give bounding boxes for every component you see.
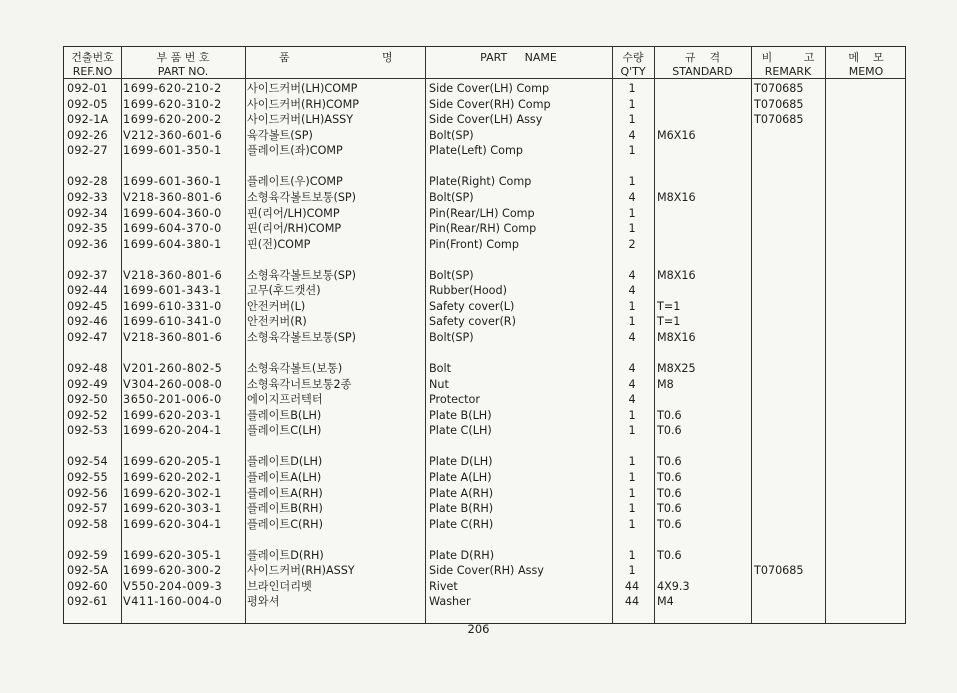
part-no-cell: 1699-620-305-1 <box>123 548 222 562</box>
quantity-cell: 4 <box>628 377 636 391</box>
quantity-cell: 1 <box>628 113 636 127</box>
quantity-cell: 2 <box>628 237 636 251</box>
header-memo-en: MEMO <box>848 65 884 78</box>
quantity-cell: 1 <box>628 175 636 189</box>
ref-no-cell: 092-54 <box>67 455 108 469</box>
standard-cell: M8X16 <box>657 268 696 282</box>
part-no-cell: 1699-620-300-2 <box>123 564 222 578</box>
header-ref-kr: 건출번호 <box>71 51 114 64</box>
korean-name-cell: 플레이트(우)COMP <box>247 175 343 189</box>
korean-name-cell: 소형육각볼트보통(SP) <box>247 268 357 282</box>
standard-cell: T0.6 <box>657 424 682 438</box>
part-name-cell: Plate B(LH) <box>429 408 492 422</box>
korean-name-cell: 고무(후드캣션) <box>247 284 321 298</box>
korean-name-cell: 플레이트D(RH) <box>247 548 324 562</box>
part-name-cell: Safety cover(L) <box>429 299 515 313</box>
quantity-cell: 4 <box>628 284 636 298</box>
part-no-cell: V218-360-801-6 <box>123 330 223 344</box>
standard-cell: 4X9.3 <box>657 579 690 593</box>
quantity-cell: 44 <box>624 595 640 609</box>
korean-name-cell: 육각볼트(SP) <box>247 128 313 142</box>
table-row <box>64 517 905 532</box>
part-name-cell: Plate B(RH) <box>429 502 494 516</box>
ref-no-cell: 092-61 <box>67 595 108 609</box>
part-no-cell: V218-360-801-6 <box>123 268 223 282</box>
header-standard-kr: 규 격 <box>684 51 721 64</box>
header-ref-en: REF.NO <box>72 65 113 78</box>
quantity-cell: 1 <box>628 206 636 220</box>
remark-cell: T070685 <box>754 113 804 127</box>
quantity-cell: 4 <box>628 362 636 376</box>
part-name-cell: Pin(Rear/RH) Comp <box>429 222 537 235</box>
korean-name-cell: 소형육각볼트보통(SP) <box>247 190 357 204</box>
table-row <box>64 579 905 594</box>
quantity-cell: 1 <box>628 222 636 235</box>
header-part-kr: 부 품 번 호 <box>156 51 210 64</box>
part-name-cell: Plate D(RH) <box>429 548 495 562</box>
table-row <box>64 314 905 329</box>
part-name-cell: Side Cover(LH) Assy <box>429 113 543 127</box>
ref-no-cell: 092-28 <box>67 175 108 189</box>
part-name-cell: Rubber(Hood) <box>429 284 507 298</box>
korean-name-cell: 플레이트B(LH) <box>247 408 322 422</box>
quantity-cell: 4 <box>628 190 636 204</box>
ref-no-cell: 092-59 <box>67 548 108 562</box>
ref-no-cell: 092-52 <box>67 408 108 422</box>
standard-cell: M8 <box>657 377 674 391</box>
standard-cell: T=1 <box>657 299 681 313</box>
ref-no-cell: 092-53 <box>67 424 108 438</box>
ref-no-cell: 092-34 <box>67 206 108 220</box>
part-no-cell: 1699-601-360-1 <box>123 175 222 189</box>
table-row <box>64 206 905 221</box>
quantity-cell: 4 <box>628 330 636 344</box>
part-no-cell: 1699-601-350-1 <box>123 144 222 158</box>
table-row <box>64 486 905 501</box>
part-no-cell: V411-160-004-0 <box>123 595 223 609</box>
part-name-cell: Rivet <box>429 579 458 593</box>
korean-name-cell: 안전커버(L) <box>247 299 306 313</box>
parts-list-table <box>63 46 906 624</box>
part-no-cell: 1699-610-331-0 <box>123 299 222 313</box>
header-standard-en: STANDARD <box>672 65 733 78</box>
standard-cell: T0.6 <box>657 408 682 422</box>
part-name-cell: Pin(Rear/LH) Comp <box>429 206 535 220</box>
ref-no-cell: 092-36 <box>67 237 108 251</box>
header-part-en: PART NO. <box>157 65 209 78</box>
part-name-cell: Bolt(SP) <box>429 268 474 282</box>
ref-no-cell: 092-55 <box>67 470 108 484</box>
part-name-cell: Safety cover(R) <box>429 315 516 329</box>
ref-no-cell: 092-56 <box>67 486 108 500</box>
remark-cell: T070685 <box>754 97 804 111</box>
part-name-cell: Pin(Front) Comp <box>429 237 519 251</box>
table-row <box>64 454 905 469</box>
korean-name-cell: 플레이트B(RH) <box>247 502 323 516</box>
part-name-cell: Bolt <box>429 362 452 376</box>
quantity-cell: 1 <box>628 486 636 500</box>
korean-name-cell: 브라인더리벳 <box>247 579 312 593</box>
ref-no-cell: 092-44 <box>67 284 108 298</box>
part-no-cell: 3650-201-006-0 <box>123 393 222 407</box>
ref-no-cell: 092-57 <box>67 502 108 516</box>
standard-cell: T0.6 <box>657 455 682 469</box>
part-no-cell: 1699-620-210-2 <box>123 82 222 95</box>
quantity-cell: 1 <box>628 502 636 516</box>
page-number: 206 <box>467 622 490 636</box>
quantity-cell: 4 <box>628 268 636 282</box>
part-no-cell: 1699-610-341-0 <box>123 315 222 329</box>
part-name-cell: Bolt(SP) <box>429 190 474 204</box>
part-no-cell: 1699-604-380-1 <box>123 237 222 251</box>
quantity-cell: 1 <box>628 315 636 329</box>
quantity-cell: 44 <box>624 579 640 593</box>
part-name-cell: Nut <box>429 377 449 391</box>
standard-cell: T0.6 <box>657 548 682 562</box>
ref-no-cell: 092-46 <box>67 315 108 329</box>
table-row <box>64 97 905 112</box>
remark-cell: T070685 <box>754 82 804 95</box>
table-row <box>64 268 905 283</box>
part-no-cell: 1699-620-200-2 <box>123 113 222 127</box>
part-name-cell: Protector <box>429 393 480 407</box>
part-name-cell: Washer <box>429 595 471 609</box>
korean-name-cell: 플레이트A(LH) <box>247 470 322 484</box>
ref-no-cell: 092-33 <box>67 190 108 204</box>
ref-no-cell: 092-49 <box>67 377 108 391</box>
header-qty-en: Q'TY <box>620 65 646 78</box>
part-name-cell: Bolt(SP) <box>429 128 474 142</box>
header-qty-kr: 수량 <box>622 51 644 64</box>
quantity-cell: 1 <box>628 408 636 422</box>
table-row <box>64 174 905 189</box>
part-no-cell: 1699-620-203-1 <box>123 408 222 422</box>
part-name-cell: Plate C(LH) <box>429 424 492 438</box>
header-remark-en: REMARK <box>764 65 812 78</box>
table-row <box>64 548 905 563</box>
part-no-cell: 1699-620-202-1 <box>123 470 222 484</box>
part-no-cell: V550-204-009-3 <box>123 579 223 593</box>
header-kname-right: 명 <box>382 51 393 64</box>
part-name-cell: Plate(Left) Comp <box>429 144 523 158</box>
table-row <box>64 361 905 376</box>
part-name-cell: Plate A(LH) <box>429 470 492 484</box>
korean-name-cell: 플레이트A(RH) <box>247 486 323 500</box>
part-no-cell: 1699-601-343-1 <box>123 284 222 298</box>
header-divider <box>64 78 905 79</box>
korean-name-cell: 소형육각볼트(보통) <box>247 362 343 376</box>
ref-no-cell: 092-48 <box>67 362 108 376</box>
korean-name-cell: 평와셔 <box>247 595 280 609</box>
table-row <box>64 563 905 578</box>
part-no-cell: 1699-604-370-0 <box>123 222 222 235</box>
header-kname-left: 품 <box>279 51 290 64</box>
part-no-cell: 1699-620-304-1 <box>123 517 222 531</box>
table-row <box>64 501 905 516</box>
ref-no-cell: 092-45 <box>67 299 108 313</box>
standard-cell: T=1 <box>657 315 681 329</box>
quantity-cell: 1 <box>628 455 636 469</box>
standard-cell: M8X25 <box>657 362 696 376</box>
part-no-cell: V201-260-802-5 <box>123 362 223 376</box>
korean-name-cell: 안전커버(R) <box>247 315 307 329</box>
part-name-cell: Plate C(RH) <box>429 517 494 531</box>
table-row <box>64 112 905 127</box>
part-name-cell: Plate(Right) Comp <box>429 175 532 189</box>
header-part-name: PART NAME <box>480 51 557 64</box>
table-row <box>64 330 905 345</box>
korean-name-cell: 플레이트C(RH) <box>247 517 323 531</box>
standard-cell: T0.6 <box>657 470 682 484</box>
table-row <box>64 237 905 252</box>
korean-name-cell: 사이드커버(RH)ASSY <box>247 564 355 578</box>
korean-name-cell: 플레이트D(LH) <box>247 455 323 469</box>
korean-name-cell: 사이드커버(RH)COMP <box>247 97 359 111</box>
part-name-cell: Plate D(LH) <box>429 455 493 469</box>
quantity-cell: 1 <box>628 299 636 313</box>
table-row <box>64 283 905 298</box>
ref-no-cell: 092-58 <box>67 517 108 531</box>
korean-name-cell: 사이드커버(LH)ASSY <box>247 113 354 127</box>
ref-no-cell: 092-26 <box>67 128 108 142</box>
standard-cell: M6X16 <box>657 128 696 142</box>
table-row <box>64 392 905 407</box>
part-no-cell: V212-360-601-6 <box>123 128 223 142</box>
part-no-cell: V304-260-008-0 <box>123 377 223 391</box>
table-row <box>64 408 905 423</box>
table-row <box>64 143 905 158</box>
quantity-cell: 1 <box>628 97 636 111</box>
part-no-cell: 1699-620-204-1 <box>123 424 222 438</box>
quantity-cell: 1 <box>628 564 636 578</box>
table-row <box>64 81 905 96</box>
part-no-cell: 1699-620-310-2 <box>123 97 222 111</box>
ref-no-cell: 092-37 <box>67 268 108 282</box>
part-name-cell: Plate A(RH) <box>429 486 494 500</box>
korean-name-cell: 핀(리어/LH)COMP <box>247 206 340 220</box>
part-no-cell: 1699-620-302-1 <box>123 486 222 500</box>
quantity-cell: 1 <box>628 424 636 438</box>
table-row <box>64 423 905 438</box>
standard-cell: T0.6 <box>657 517 682 531</box>
ref-no-cell: 092-47 <box>67 330 108 344</box>
ref-no-cell: 092-35 <box>67 222 108 235</box>
table-row <box>64 594 905 609</box>
korean-name-cell: 플레이트C(LH) <box>247 424 322 438</box>
ref-no-cell: 092-5A <box>67 564 109 578</box>
remark-cell: T070685 <box>754 564 804 578</box>
quantity-cell: 1 <box>628 548 636 562</box>
part-no-cell: 1699-620-303-1 <box>123 502 222 516</box>
korean-name-cell: 에이지프러텍터 <box>247 393 323 407</box>
ref-no-cell: 092-60 <box>67 579 108 593</box>
ref-no-cell: 092-01 <box>67 82 108 95</box>
table-row <box>64 470 905 485</box>
part-no-cell: V218-360-801-6 <box>123 190 223 204</box>
standard-cell: M4 <box>657 595 674 609</box>
ref-no-cell: 092-05 <box>67 97 108 111</box>
standard-cell: T0.6 <box>657 486 682 500</box>
ref-no-cell: 092-1A <box>67 113 109 127</box>
part-name-cell: Side Cover(RH) Comp <box>429 97 551 111</box>
table-row <box>64 128 905 143</box>
standard-cell: T0.6 <box>657 502 682 516</box>
part-name-cell: Side Cover(RH) Assy <box>429 564 544 578</box>
korean-name-cell: 핀(전)COMP <box>247 237 311 251</box>
quantity-cell: 1 <box>628 82 636 95</box>
part-name-cell: Bolt(SP) <box>429 330 474 344</box>
korean-name-cell: 핀(리어/RH)COMP <box>247 222 342 235</box>
ref-no-cell: 092-27 <box>67 144 108 158</box>
header-remark-kr: 비 고 <box>761 51 815 64</box>
korean-name-cell: 플레이트(좌)COMP <box>247 144 343 158</box>
korean-name-cell: 소형육각볼트보통(SP) <box>247 330 357 344</box>
quantity-cell: 1 <box>628 144 636 158</box>
korean-name-cell: 사이드커버(LH)COMP <box>247 82 358 95</box>
table-row <box>64 190 905 205</box>
quantity-cell: 1 <box>628 517 636 531</box>
table-row <box>64 299 905 314</box>
standard-cell: M8X16 <box>657 330 696 344</box>
korean-name-cell: 소형육각너트보통2종 <box>247 377 352 391</box>
part-no-cell: 1699-620-205-1 <box>123 455 222 469</box>
standard-cell: M8X16 <box>657 190 696 204</box>
table-row <box>64 377 905 392</box>
part-no-cell: 1699-604-360-0 <box>123 206 222 220</box>
header-memo-kr: 메 모 <box>848 51 884 64</box>
quantity-cell: 1 <box>628 470 636 484</box>
table-row <box>64 221 905 236</box>
quantity-cell: 4 <box>628 393 636 407</box>
ref-no-cell: 092-50 <box>67 393 108 407</box>
quantity-cell: 4 <box>628 128 636 142</box>
part-name-cell: Side Cover(LH) Comp <box>429 82 550 95</box>
